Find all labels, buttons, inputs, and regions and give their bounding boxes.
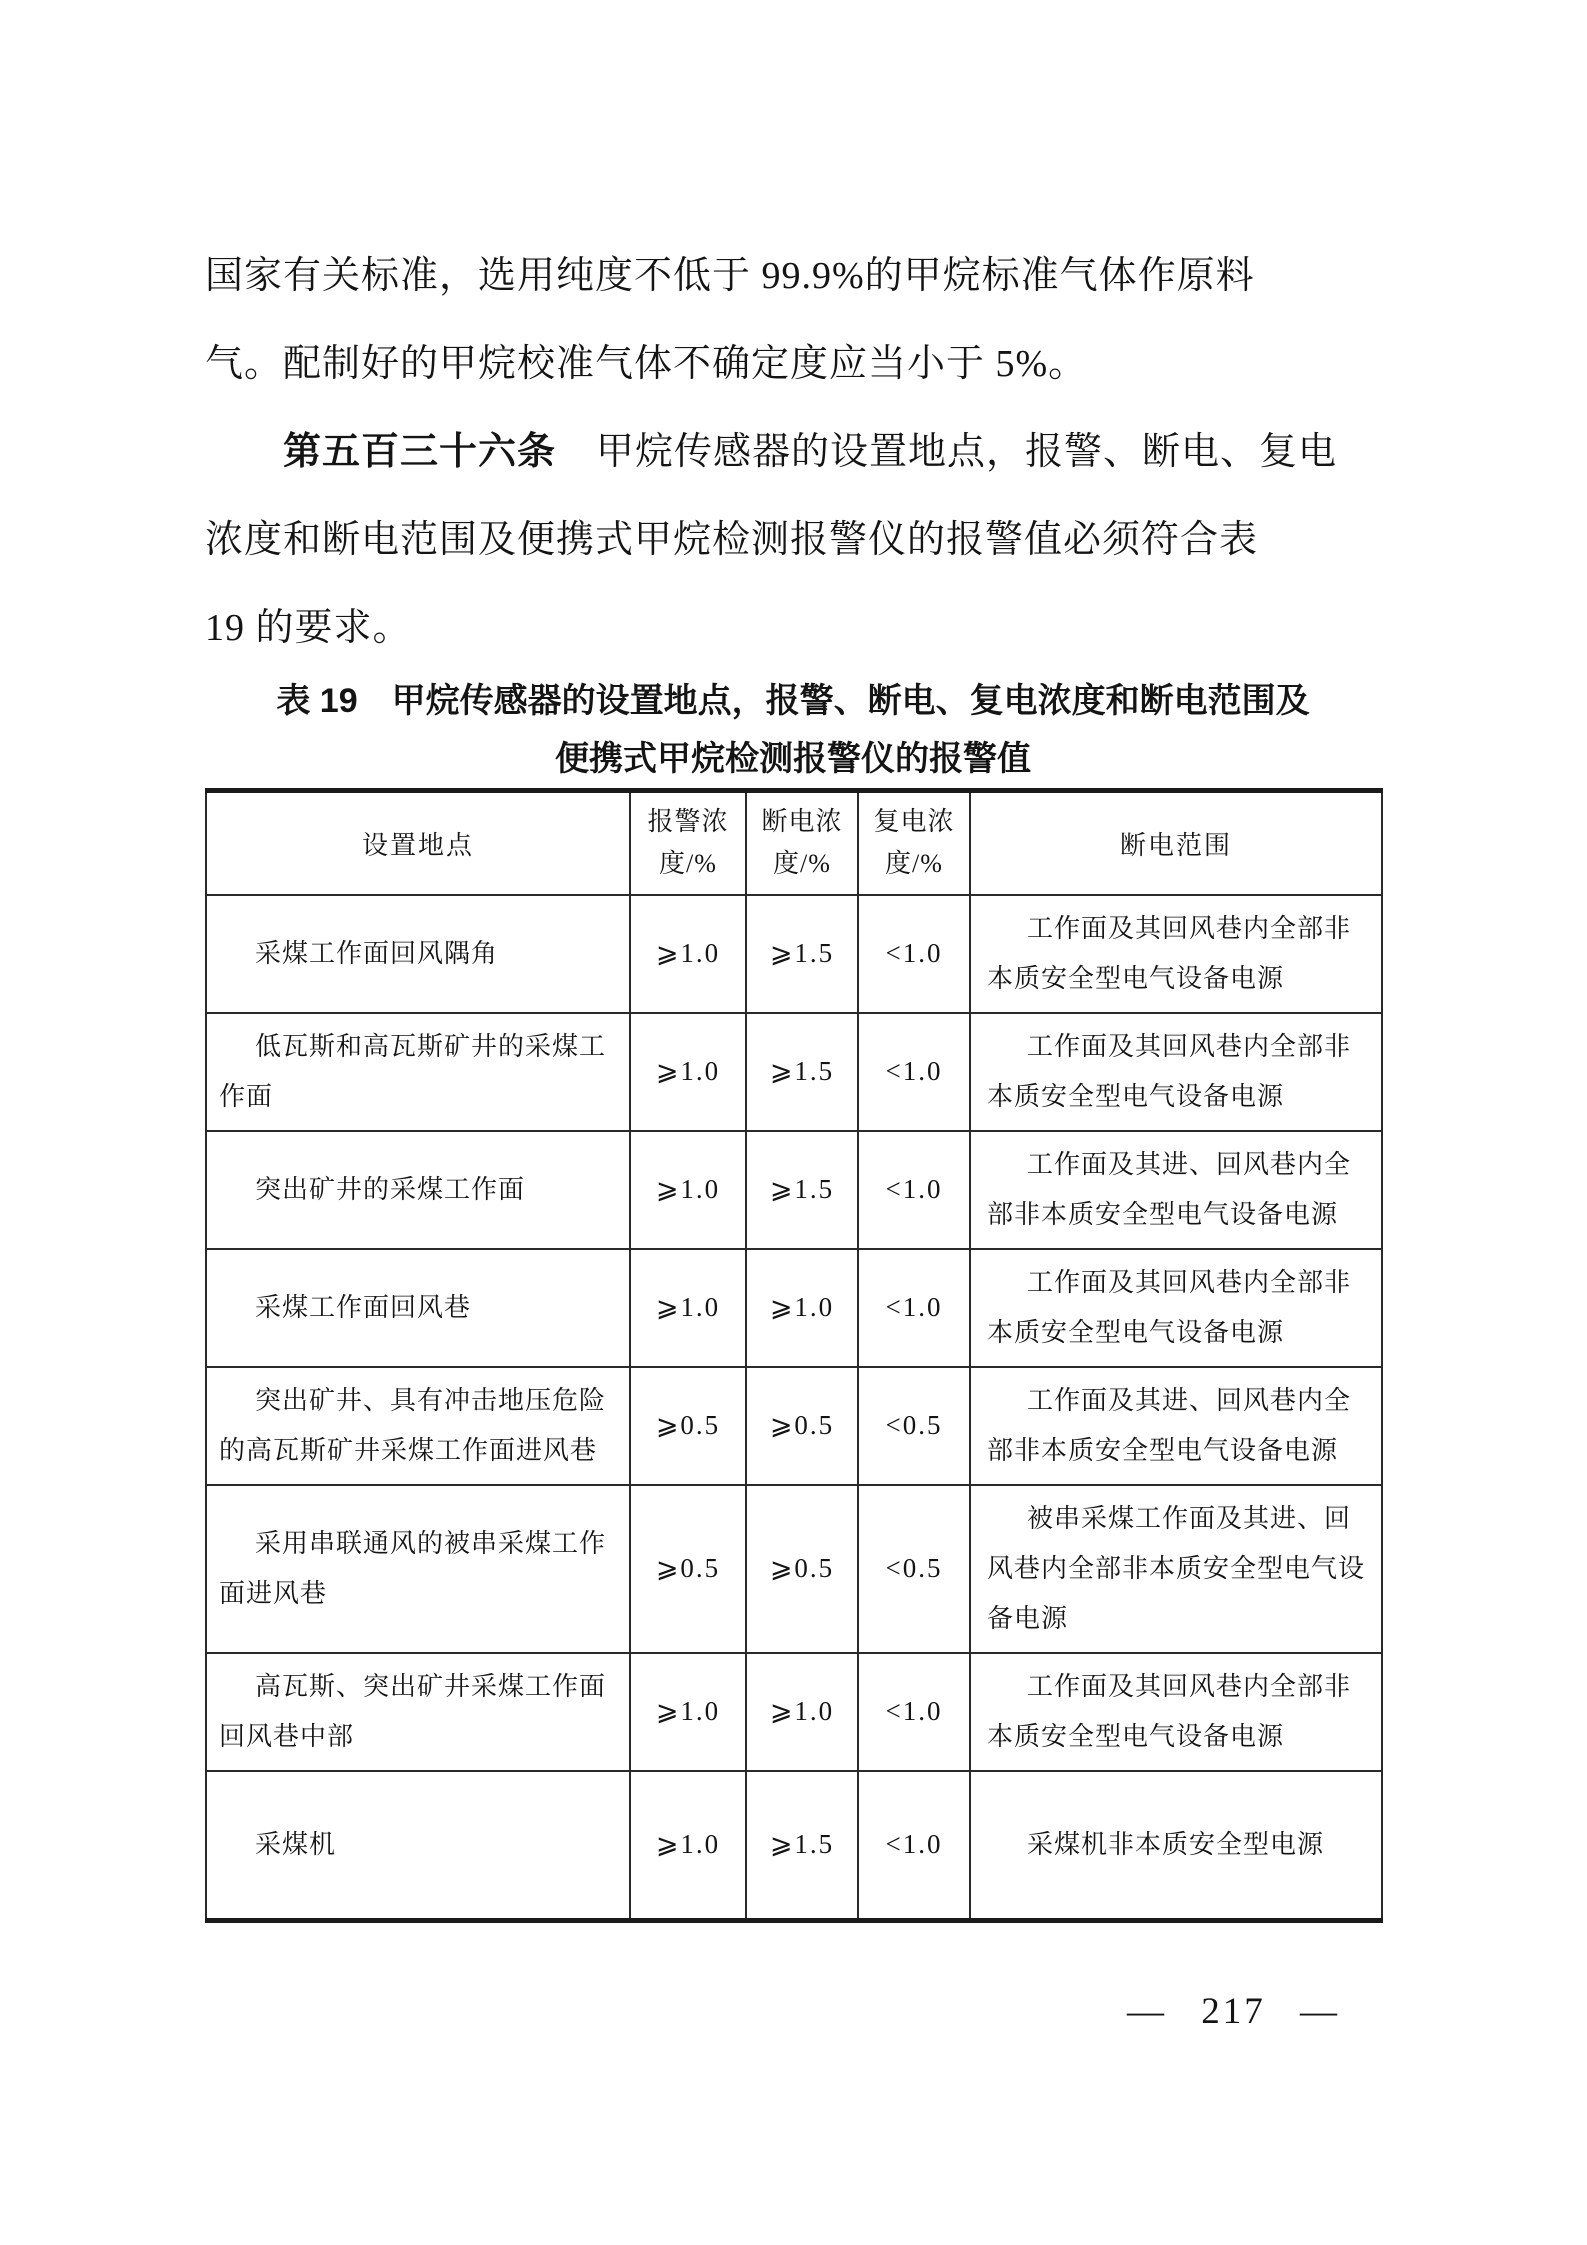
cell-location: 高瓦斯、突出矿井采煤工作面回风巷中部 [206, 1653, 630, 1771]
header-alarm-line2: 度/% [659, 849, 717, 879]
cell-restore: <1.0 [858, 895, 970, 1013]
header-alarm-concentration [630, 791, 746, 895]
cell-cutoff: ⩾1.0 [746, 1653, 858, 1771]
cell-restore: <0.5 [858, 1485, 970, 1653]
cell-cutoff: ⩾1.5 [746, 1771, 858, 1921]
header-alarm-line1: 报警浓 [647, 807, 729, 837]
header-cutoff-line2: 度/% [773, 849, 831, 879]
cell-range: 被串采煤工作面及其进、回风巷内全部非本质安全型电气设备电源 [970, 1485, 1382, 1653]
paragraph-line: 气。配制好的甲烷校准气体不确定度应当小于 5%。 [205, 343, 1088, 385]
article-number: 第五百三十六条 [283, 431, 557, 473]
header-cutoff-concentration [746, 791, 858, 895]
table-row [206, 1367, 1382, 1485]
header-restore-line1: 复电浓 [873, 807, 955, 837]
table-row [206, 1131, 1382, 1249]
cell-range: 工作面及其进、回风巷内全部非本质安全型电气设备电源 [970, 1367, 1382, 1485]
paragraph-line: 19 的要求。 [205, 607, 412, 649]
table-row [206, 1485, 1382, 1653]
cell-cutoff: ⩾1.5 [746, 895, 858, 1013]
article-text: 甲烷传感器的设置地点，报警、断电、复电 [596, 431, 1338, 473]
page-content [205, 0, 1381, 1923]
cell-alarm: ⩾1.0 [630, 1131, 746, 1249]
table-row [206, 1013, 1382, 1131]
cell-alarm: ⩾1.0 [630, 1249, 746, 1367]
paragraph-line: 浓度和断电范围及便携式甲烷检测报警仪的报警值必须符合表 [205, 519, 1259, 561]
table-row [206, 1771, 1382, 1921]
cell-alarm: ⩾0.5 [630, 1367, 746, 1485]
cell-range: 采煤机非本质安全型电源 [970, 1771, 1382, 1921]
cell-restore: <1.0 [858, 1249, 970, 1367]
cell-alarm: ⩾1.0 [630, 895, 746, 1013]
cell-location: 突出矿井、具有冲击地压危险的高瓦斯矿井采煤工作面进风巷 [206, 1367, 630, 1485]
table-19 [205, 788, 1383, 1923]
cell-alarm: ⩾1.0 [630, 1771, 746, 1921]
cell-range: 工作面及其回风巷内全部非本质安全型电气设备电源 [970, 1653, 1382, 1771]
table-row [206, 1653, 1382, 1771]
cell-restore: <1.0 [858, 1131, 970, 1249]
cell-restore: <1.0 [858, 1771, 970, 1921]
header-restore-line2: 度/% [885, 849, 943, 879]
header-cutoff-line1: 断电浓 [761, 807, 843, 837]
paragraph-line: 国家有关标准，选用纯度不低于 99.9%的甲烷标准气体作原料 [205, 255, 1255, 297]
cell-restore: <0.5 [858, 1367, 970, 1485]
page-number: — 217 — [1127, 1991, 1340, 2032]
table-row [206, 1249, 1382, 1367]
header-restore-concentration [858, 791, 970, 895]
cell-cutoff: ⩾1.5 [746, 1013, 858, 1131]
cell-range: 工作面及其回风巷内全部非本质安全型电气设备电源 [970, 895, 1382, 1013]
cell-restore: <1.0 [858, 1013, 970, 1131]
cell-alarm: ⩾0.5 [630, 1485, 746, 1653]
cell-cutoff: ⩾1.0 [746, 1249, 858, 1367]
table-title-line1: 表 19 甲烷传感器的设置地点，报警、断电、复电浓度和断电范围及 [276, 682, 1310, 720]
cell-location: 采用串联通风的被串采煤工作面进风巷 [206, 1485, 630, 1653]
header-cutoff-range: 断电范围 [970, 791, 1382, 895]
cell-location: 采煤机 [206, 1771, 630, 1921]
header-location: 设置地点 [206, 791, 630, 895]
table-title-line2: 便携式甲烷检测报警仪的报警值 [555, 740, 1031, 778]
cell-alarm: ⩾1.0 [630, 1653, 746, 1771]
cell-location: 低瓦斯和高瓦斯矿井的采煤工作面 [206, 1013, 630, 1131]
cell-range: 工作面及其回风巷内全部非本质安全型电气设备电源 [970, 1249, 1382, 1367]
cell-location: 突出矿井的采煤工作面 [206, 1131, 630, 1249]
cell-range: 工作面及其进、回风巷内全部非本质安全型电气设备电源 [970, 1131, 1382, 1249]
table-row [206, 895, 1382, 1013]
article-heading-line [205, 408, 1381, 496]
cell-restore: <1.0 [858, 1653, 970, 1771]
cell-cutoff: ⩾0.5 [746, 1485, 858, 1653]
table-header-row [206, 791, 1382, 895]
cell-location: 采煤工作面回风巷 [206, 1249, 630, 1367]
cell-cutoff: ⩾0.5 [746, 1367, 858, 1485]
cell-range: 工作面及其回风巷内全部非本质安全型电气设备电源 [970, 1013, 1382, 1131]
cell-cutoff: ⩾1.5 [746, 1131, 858, 1249]
cell-alarm: ⩾1.0 [630, 1013, 746, 1131]
cell-location: 采煤工作面回风隅角 [206, 895, 630, 1013]
